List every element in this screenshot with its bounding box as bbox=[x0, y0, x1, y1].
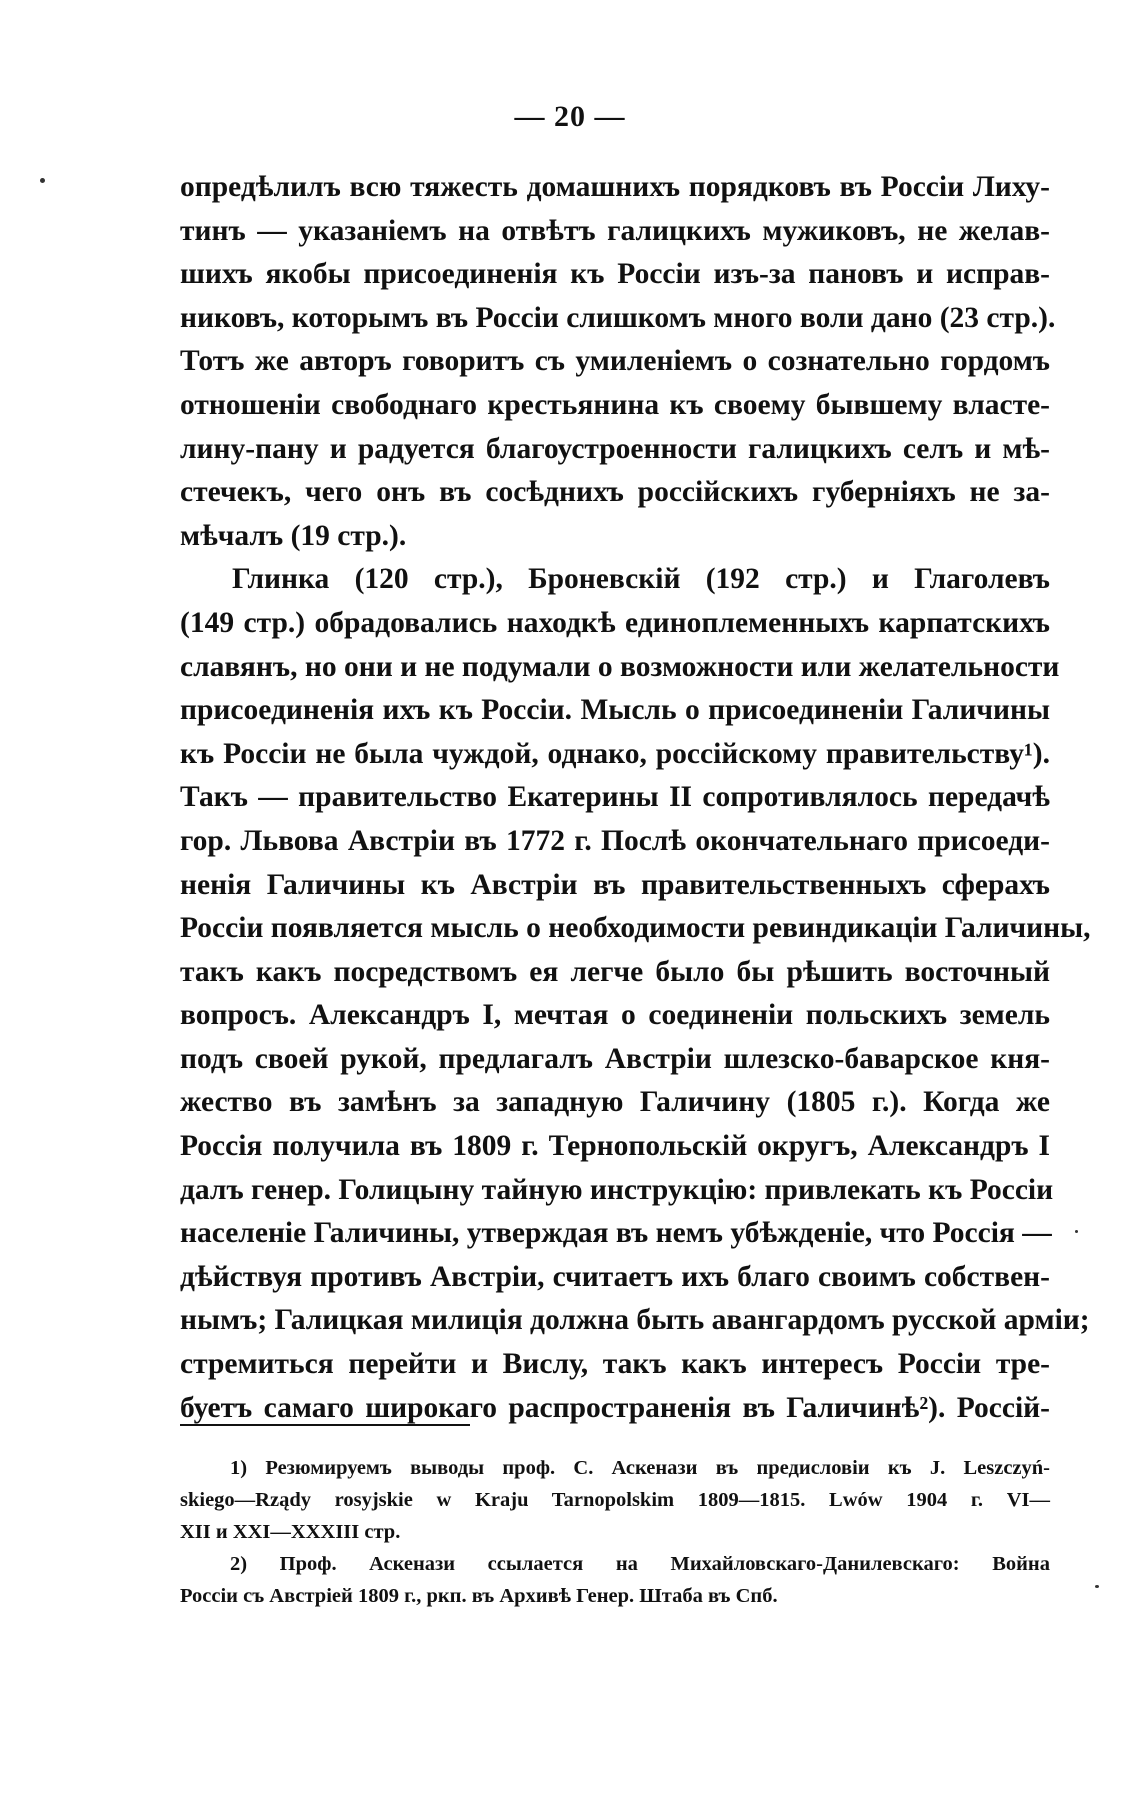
text-line: стечекъ, чего онъ въ сосѣднихъ россійскихъ губерніяхъ не за- bbox=[180, 476, 1050, 509]
footnote-line: 2) Проф. Аскенази ссылается на Михайловскаго-Данилевскаго: Война bbox=[230, 1553, 1050, 1575]
scan-speck bbox=[1095, 1585, 1099, 1588]
footnote-separator bbox=[180, 1424, 470, 1426]
footnote-line: XII и XXI—XXXIII стр. bbox=[180, 1521, 401, 1543]
text-line: подъ своей рукой, предлагалъ Австріи шлезско-баварское кня- bbox=[180, 1042, 1050, 1075]
text-line: буетъ самаго широкаго распространенія въ Галичинѣ²). Россій- bbox=[180, 1391, 1050, 1424]
footnote-line: 1) Резюмируемъ выводы проф. С. Аскенази въ предисловіи къ J. Leszczyń- bbox=[230, 1457, 1050, 1479]
text-line: Такъ — правительство Екатерины II сопротивлялось передачѣ bbox=[180, 781, 1050, 814]
text-line: лину-пану и радуется благоустроенности галицкихъ селъ и мѣ- bbox=[180, 432, 1050, 465]
text-line: шихъ якобы присоединенія къ Россіи изъ-за пановъ и исправ- bbox=[180, 258, 1050, 291]
text-line: стремиться перейти и Вислу, такъ какъ интересъ Россіи тре- bbox=[180, 1348, 1050, 1381]
text-line: славянъ, но они и не подумали о возможности или желательности bbox=[180, 650, 1060, 683]
text-line: къ Россіи не была чуждой, однако, россійскому правительству¹). bbox=[180, 737, 1050, 770]
text-line: вопросъ. Александръ I, мечтая о соединеніи польскихъ земель bbox=[180, 999, 1050, 1032]
text-line: Глинка (120 стр.), Броневскій (192 стр.) и Глаголевъ bbox=[232, 563, 1050, 596]
text-line: Россія получила въ 1809 г. Тернопольскій округъ, Александръ I bbox=[180, 1130, 1050, 1163]
text-line: Тотъ же авторъ говоритъ съ умиленіемъ о сознательно гордомъ bbox=[180, 345, 1050, 378]
text-line: никовъ, которымъ въ Россіи слишкомъ много воли дано (23 стр.). bbox=[180, 301, 1056, 334]
text-line: жество въ замѣнъ за западную Галичину (1805 г.). Когда же bbox=[180, 1086, 1050, 1119]
text-line: гор. Львова Австріи въ 1772 г. Послѣ окончательнаго присоеди- bbox=[180, 824, 1050, 857]
scan-speck bbox=[40, 178, 45, 183]
footnote-line: Россіи съ Австріей 1809 г., ркп. въ Архивѣ Генер. Штаба въ Спб. bbox=[180, 1585, 778, 1607]
text-line: опредѣлилъ всю тяжесть домашнихъ порядковъ въ Россіи Лиху- bbox=[180, 171, 1050, 203]
footnote-line: skiego—Rządy rosyjskie w Kraju Tarnopolskim 1809—1815. Lwów 1904 г. VI— bbox=[180, 1489, 1050, 1511]
text-line: тинъ — указаніемъ на отвѣтъ галицкихъ мужиковъ, не желав- bbox=[180, 214, 1050, 247]
body-text bbox=[180, 166, 1091, 1430]
page-number: — 20 — bbox=[514, 100, 626, 133]
text-line: далъ генер. Голицыну тайную инструкцію: привлекать къ Россіи bbox=[180, 1173, 1054, 1206]
text-line: такъ какъ посредствомъ ея легче было бы рѣшить восточный bbox=[180, 955, 1050, 988]
text-line: населеніе Галичины, утверждая въ немъ убѣжденіе, что Россія — bbox=[180, 1217, 1052, 1250]
text-line: отношеніи свободнаго крестьянина къ своему бывшему власте- bbox=[180, 388, 1050, 421]
text-line: присоединенія ихъ къ Россіи. Мысль о присоединеніи Галичины bbox=[180, 694, 1050, 727]
text-line: нымъ; Галицкая милиція должна быть авангардомъ русской арміи; bbox=[180, 1304, 1090, 1337]
text-line: Россіи появляется мысль о необходимости ревиндикаціи Галичины, bbox=[180, 912, 1091, 945]
text-line: дѣйствуя противъ Австріи, считаетъ ихъ благо своимъ собствен- bbox=[180, 1260, 1050, 1293]
footnotes bbox=[180, 1452, 1050, 1612]
text-line: ненія Галичины къ Австріи въ правительственныхъ сферахъ bbox=[180, 868, 1050, 901]
text-line: (149 стр.) обрадовались находкѣ единоплеменныхъ карпатскихъ bbox=[180, 606, 1050, 639]
scan-speck bbox=[1075, 1230, 1078, 1233]
text-line: мѣчалъ (19 стр.). bbox=[180, 519, 407, 552]
